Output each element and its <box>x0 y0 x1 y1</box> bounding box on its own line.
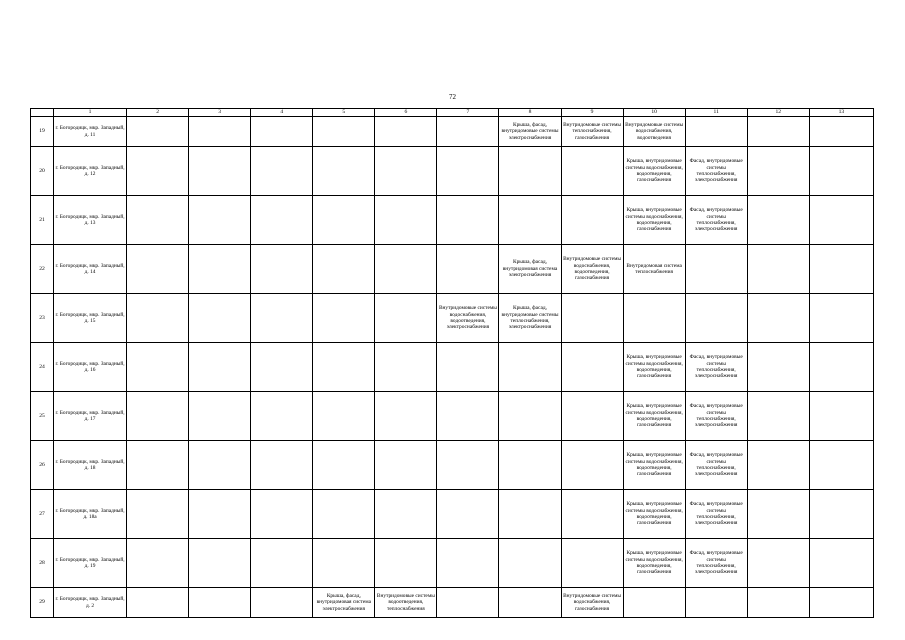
work-cell <box>499 441 561 490</box>
work-cell: Крыша, фасад, внутридомовая система электроснабжения <box>499 245 561 294</box>
work-cell <box>747 588 809 618</box>
work-cell <box>251 294 313 343</box>
work-cell: Внутридомовые системы водоотведения, теплоснабжения <box>375 588 437 618</box>
work-cell: Фасад, внутридомовые системы теплоснабжения, электроснабжения <box>685 343 747 392</box>
table-row <box>31 147 874 196</box>
header-cell: 7 <box>437 109 499 117</box>
work-cell <box>809 117 873 147</box>
row-number-cell: 19 <box>31 117 54 147</box>
header-cell: 9 <box>561 109 623 117</box>
table-row <box>31 245 874 294</box>
row-number-cell: 21 <box>31 196 54 245</box>
work-cell <box>685 588 747 618</box>
address-cell: г. Богородицк, мкр. Западный, д. 18а <box>54 490 127 539</box>
work-cell: Внутридомовые системы водоснабжения, водоотведения, газоснабжения <box>561 245 623 294</box>
work-cell <box>561 392 623 441</box>
address-cell: г. Богородицк, мкр. Западный, д. 16 <box>54 343 127 392</box>
work-cell: Внутридомовые системы водоснабжения, газоснабжения <box>561 588 623 618</box>
work-cell: Внутридомовые системы водоснабжения, водоотведения, электроснабжения <box>437 294 499 343</box>
work-cell <box>437 588 499 618</box>
work-cell <box>189 441 251 490</box>
work-cell <box>809 539 873 588</box>
row-number-cell: 28 <box>31 539 54 588</box>
work-cell <box>251 441 313 490</box>
work-cell: Фасад, внутридомовые системы теплоснабжения, электроснабжения <box>685 539 747 588</box>
work-cell <box>127 441 189 490</box>
header-cell: 10 <box>623 109 685 117</box>
work-cell <box>313 147 375 196</box>
work-cell: Крыша, внутридомовые системы водоснабжения, водоотведения, газоснабжения <box>623 441 685 490</box>
table-row <box>31 196 874 245</box>
work-cell <box>437 490 499 539</box>
work-cell <box>747 539 809 588</box>
row-number-cell: 20 <box>31 147 54 196</box>
header-cell: 1 <box>54 109 127 117</box>
work-cell <box>251 539 313 588</box>
address-cell: г. Богородицк, мкр. Западный, д. 13 <box>54 196 127 245</box>
work-cell <box>561 490 623 539</box>
work-cell: Фасад, внутридомовые системы теплоснабжения, электроснабжения <box>685 196 747 245</box>
work-cell <box>189 490 251 539</box>
table-row <box>31 490 874 539</box>
work-cell <box>437 539 499 588</box>
work-cell <box>809 588 873 618</box>
work-cell <box>251 147 313 196</box>
work-cell <box>375 117 437 147</box>
work-cell <box>127 392 189 441</box>
work-cell <box>499 343 561 392</box>
work-cell: Внутридомовые системы теплоснабжения, газоснабжения <box>561 117 623 147</box>
header-cell: 13 <box>809 109 873 117</box>
work-cell: Внутридомовая система теплоснабжения <box>623 245 685 294</box>
work-cell <box>809 490 873 539</box>
work-cell <box>747 490 809 539</box>
work-cell <box>375 539 437 588</box>
work-cell <box>499 196 561 245</box>
work-cell <box>251 245 313 294</box>
table-row <box>31 343 874 392</box>
work-cell <box>747 441 809 490</box>
work-cell: Фасад, внутридомовые системы теплоснабжения, электроснабжения <box>685 392 747 441</box>
work-cell <box>623 294 685 343</box>
work-cell <box>313 117 375 147</box>
table-row <box>31 539 874 588</box>
work-cell <box>313 245 375 294</box>
address-cell: г. Богородицк, мкр. Западный, д. 15 <box>54 294 127 343</box>
header-num-cell <box>31 109 54 117</box>
work-cell <box>809 196 873 245</box>
work-cell <box>127 343 189 392</box>
work-cell <box>127 245 189 294</box>
work-cell <box>251 392 313 441</box>
work-cell <box>747 294 809 343</box>
work-cell <box>189 196 251 245</box>
work-cell: Внутридомовые системы водоснабжения, водоотведения <box>623 117 685 147</box>
work-cell <box>313 343 375 392</box>
work-cell <box>313 539 375 588</box>
header-cell: 11 <box>685 109 747 117</box>
row-number-cell: 23 <box>31 294 54 343</box>
work-cell <box>747 245 809 294</box>
work-cell: Фасад, внутридомовые системы теплоснабжения, электроснабжения <box>685 147 747 196</box>
work-cell <box>685 117 747 147</box>
work-cell <box>375 294 437 343</box>
work-cell <box>313 441 375 490</box>
work-cell <box>127 196 189 245</box>
address-cell: г. Богородицк, мкр. Западный, д. 11 <box>54 117 127 147</box>
work-cell: Фасад, внутридомовые системы теплоснабжения, электроснабжения <box>685 490 747 539</box>
row-number-cell: 26 <box>31 441 54 490</box>
header-cell: 3 <box>189 109 251 117</box>
work-cell <box>127 588 189 618</box>
work-cell: Крыша, фасад, внутридомовые системы теплоснабжения, электроснабжения <box>499 294 561 343</box>
work-cell <box>313 490 375 539</box>
work-cell <box>809 294 873 343</box>
table-row <box>31 588 874 618</box>
work-cell <box>561 441 623 490</box>
work-cell <box>499 392 561 441</box>
work-cell: Крыша, фасад, внутридомовая система электроснабжения <box>313 588 375 618</box>
work-cell <box>127 117 189 147</box>
work-cell: Крыша, внутридомовые системы водоснабжения, водоотведения, газоснабжения <box>623 490 685 539</box>
work-cell <box>747 392 809 441</box>
work-cell <box>189 245 251 294</box>
address-cell: г. Богородицк, мкр. Западный, д. 17 <box>54 392 127 441</box>
header-cell: 6 <box>375 109 437 117</box>
work-cell <box>437 147 499 196</box>
table-row <box>31 294 874 343</box>
work-cell <box>747 147 809 196</box>
work-cell <box>561 147 623 196</box>
work-cell <box>127 294 189 343</box>
work-cell <box>437 343 499 392</box>
work-cell <box>561 196 623 245</box>
work-cell <box>499 490 561 539</box>
work-cell <box>375 245 437 294</box>
work-cell <box>375 441 437 490</box>
work-cell: Крыша, внутридомовые системы водоснабжения, водоотведения, газоснабжения <box>623 539 685 588</box>
work-cell <box>437 392 499 441</box>
work-cell <box>499 588 561 618</box>
work-cell: Фасад, внутридомовые системы теплоснабжения, электроснабжения <box>685 441 747 490</box>
work-cell <box>437 245 499 294</box>
work-cell <box>747 196 809 245</box>
row-number-cell: 22 <box>31 245 54 294</box>
work-cell <box>127 490 189 539</box>
header-cell: 12 <box>747 109 809 117</box>
work-cell <box>437 196 499 245</box>
work-cell: Крыша, внутридомовые системы водоснабжения, водоотведения, газоснабжения <box>623 343 685 392</box>
work-cell <box>437 117 499 147</box>
work-cell <box>189 294 251 343</box>
work-cell <box>561 343 623 392</box>
row-number-cell: 25 <box>31 392 54 441</box>
work-cell <box>313 196 375 245</box>
work-cell <box>251 490 313 539</box>
work-cell <box>189 588 251 618</box>
work-cell <box>437 441 499 490</box>
work-cell: Крыша, внутридомовые системы водоснабжения, водоотведения, газоснабжения <box>623 147 685 196</box>
work-cell <box>809 392 873 441</box>
work-cell <box>189 539 251 588</box>
row-number-cell: 24 <box>31 343 54 392</box>
work-cell <box>251 343 313 392</box>
work-cell <box>375 147 437 196</box>
work-cell <box>623 588 685 618</box>
header-cell: 5 <box>313 109 375 117</box>
header-cell: 2 <box>127 109 189 117</box>
row-number-cell: 29 <box>31 588 54 618</box>
work-cell <box>561 294 623 343</box>
work-cell: Крыша, фасад, внутридомовые системы электроснабжения <box>499 117 561 147</box>
work-cell: Крыша, внутридомовые системы водоснабжения, водоотведения, газоснабжения <box>623 392 685 441</box>
page-number: 72 <box>449 93 456 101</box>
work-cell <box>189 343 251 392</box>
work-cell <box>747 117 809 147</box>
work-cell <box>189 117 251 147</box>
work-cell <box>809 343 873 392</box>
table-row <box>31 441 874 490</box>
work-cell <box>809 147 873 196</box>
work-cell <box>251 196 313 245</box>
work-cell <box>809 245 873 294</box>
header-cell: 4 <box>251 109 313 117</box>
work-cell <box>375 490 437 539</box>
work-cell <box>189 147 251 196</box>
address-cell: г. Богородицк, мкр. Западный, д. 12 <box>54 147 127 196</box>
work-cell: Крыша, внутридомовые системы водоснабжения, водоотведения, газоснабжения <box>623 196 685 245</box>
address-cell: г. Богородицк, мкр. Западный, д. 14 <box>54 245 127 294</box>
work-cell <box>251 117 313 147</box>
address-cell: г. Богородицк, мкр. Западный, д. 19 <box>54 539 127 588</box>
work-cell <box>499 147 561 196</box>
work-cell <box>127 539 189 588</box>
table-row <box>31 117 874 147</box>
work-cell <box>685 294 747 343</box>
work-cell <box>685 245 747 294</box>
work-cell <box>499 539 561 588</box>
table-row <box>31 392 874 441</box>
work-cell <box>313 294 375 343</box>
work-cell <box>809 441 873 490</box>
work-cell <box>375 392 437 441</box>
work-cell <box>189 392 251 441</box>
header-cell: 8 <box>499 109 561 117</box>
row-number-cell: 27 <box>31 490 54 539</box>
work-cell <box>375 196 437 245</box>
work-cell <box>747 343 809 392</box>
repair-schedule-table <box>30 108 874 618</box>
work-cell <box>127 147 189 196</box>
header-row <box>31 109 874 117</box>
address-cell: г. Богородицк, мкр. Западный, д. 18 <box>54 441 127 490</box>
work-cell <box>251 588 313 618</box>
work-cell <box>313 392 375 441</box>
table-body <box>31 117 874 618</box>
address-cell: г. Богородицк, мкр. Западный, д. 2 <box>54 588 127 618</box>
work-cell <box>561 539 623 588</box>
work-cell <box>375 343 437 392</box>
